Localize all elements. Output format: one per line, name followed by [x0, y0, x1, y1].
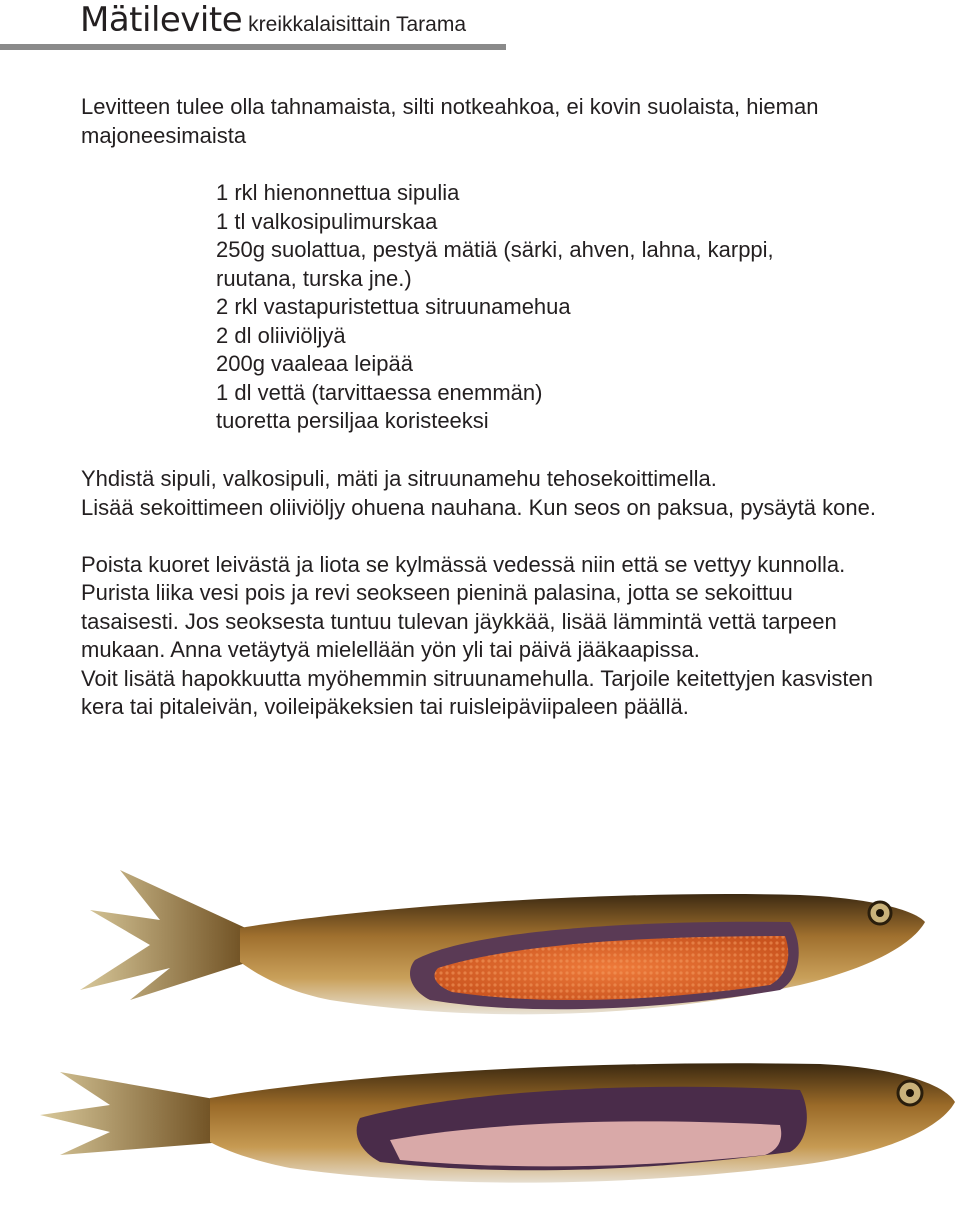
- ingredient-item: 250g suolattua, pestyä mätiä (särki, ahven, lahna, karppi,: [216, 237, 774, 262]
- fish-lower-tail: [40, 1072, 225, 1155]
- fish-photo: [0, 850, 960, 1207]
- page-header: [80, 0, 466, 40]
- instruction-paragraph: Lisää sekoittimeen oliiviöljy ohuena nauhana. Kun seos on paksua, pysäytä kone.: [81, 494, 876, 520]
- ingredient-item: tuoretta persiljaa koristeeksi: [216, 408, 489, 433]
- intro-text: Levitteen tulee olla tahnamaista, silti notkeahkoa, ei kovin suolaista, hieman majoneesimaista: [81, 94, 819, 148]
- page-subtitle: kreikkalaisittain Tarama: [248, 13, 467, 36]
- instruction-paragraph: Voit lisätä hapokkuutta myöhemmin sitruunamehulla. Tarjoile keitettyjen kasvisten kera tai pitaleivän, voileipäkeksien tai ruisleipäviipaleen päällä.: [81, 665, 873, 719]
- fish-lower: [40, 1063, 955, 1182]
- title-rule: [0, 44, 506, 50]
- instructions: [81, 465, 891, 722]
- ingredient-item: 1 dl vettä (tarvittaessa enemmän): [216, 379, 543, 405]
- fish-upper-pupil: [876, 909, 884, 917]
- ingredient-item: 1 rkl hienonnettua sipulia: [216, 180, 460, 205]
- instruction-paragraph: Yhdistä sipuli, valkosipuli, mäti ja sitruunamehu tehosekoittimella.: [81, 466, 717, 491]
- fish-upper: [80, 870, 925, 1014]
- fish-upper-tail: [80, 870, 255, 1000]
- ingredient-item: 2 dl oliiviöljyä: [216, 322, 346, 348]
- ingredient-item: 1 tl valkosipulimurskaa: [216, 208, 438, 234]
- page-title: Mätilevite: [80, 0, 243, 40]
- fish-lower-pupil: [906, 1089, 914, 1097]
- ingredient-item: 200g vaaleaa leipää: [216, 351, 413, 376]
- ingredient-item: ruutana, turska jne.): [216, 265, 412, 291]
- ingredient-list: [216, 179, 856, 436]
- ingredient-item: 2 rkl vastapuristettua sitruunamehua: [216, 294, 571, 319]
- instruction-paragraph: Poista kuoret leivästä ja liota se kylmässä vedessä niin että se vettyy kunnolla. Purista liika vesi pois ja revi seokseen pieninä palasina, jotta se sekoittuu tasaisesti. Jos seoksesta tuntuu tulevan jäykkää, lisää lämmintä vettä tarpeen mukaan. Anna vetäytyä mielellään yön yli tai päivä jääkaapissa.: [81, 551, 846, 662]
